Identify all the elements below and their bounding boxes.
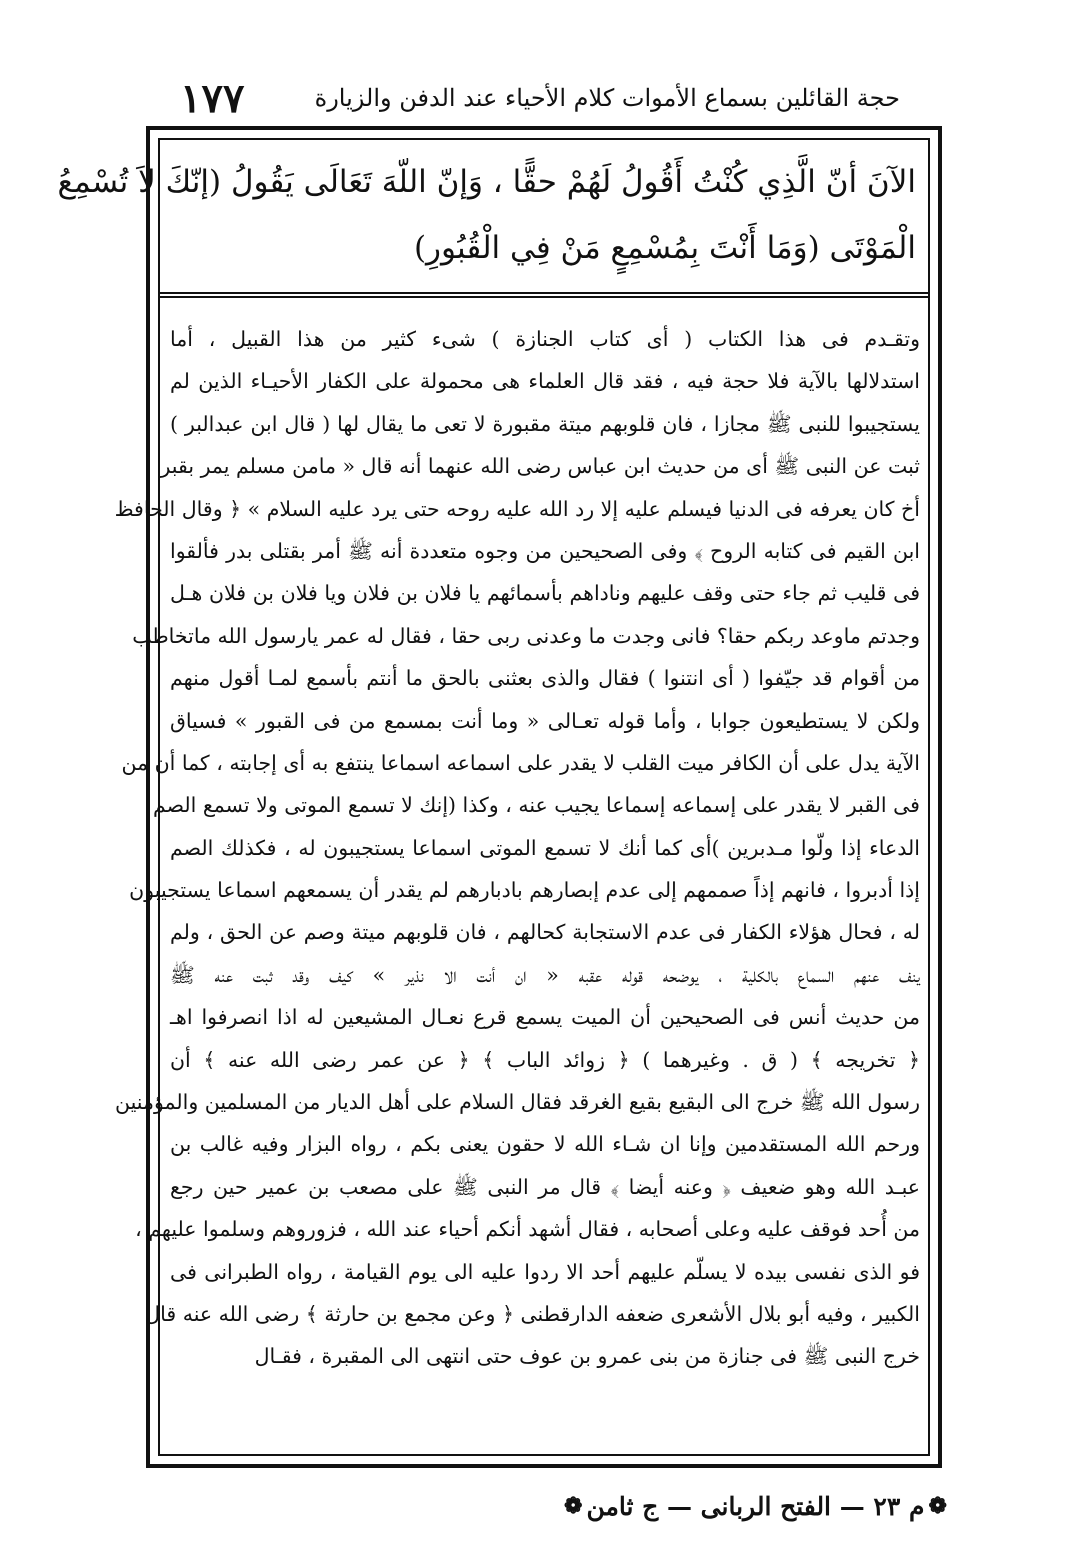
text-line: فى القبر لا يقدر على إسماعه إسماعا يجيب عنه ، وكذا (إنك لا تسمع الموتى ولا تسمع الصم bbox=[152, 793, 920, 818]
ornament-icon: ❁ bbox=[928, 1493, 947, 1519]
text-line: له ، فحال هؤلاء الكفار فى عدم الاستجابة كحالهم ، فان قلوبهم ميتة وصم عن الحق ، ولم bbox=[170, 920, 920, 945]
verse-line: الآنَ أنّ الَّذِي كُنْتُ أَقُولُ لَهُمْ حقًّا ، وَإنّ اللّهَ تَعَالَى يَقُولُ (إنّكَ لاَ تُسْمِعُ bbox=[57, 164, 916, 200]
verse-line: الْمَوْتَى (وَمَا أَنْتَ بِمُسْمِعٍ مَنْ فِي الْقُبُورِ) bbox=[413, 230, 916, 266]
text-line: من أقوام قد جيّفوا ( أى انتنوا ) فقال والذى بعثنى بالحق ما أنتم بأسمع لمـا أقول منهم bbox=[170, 666, 920, 691]
text-line: فو الذى نفسى بيده لا يسلّم عليهم أحد الا ردوا عليه الى يوم القيامة ، رواه الطبرانى فى bbox=[170, 1259, 920, 1284]
quran-verse-block bbox=[57, 145, 928, 290]
text-line: عبـد الله وهو ضعيف ﴿ وعنه أيضا ﴾ قال مر النبى ﷺ على مصعب بن عمير حين رجع bbox=[170, 1174, 920, 1199]
text-line: ثبت عن النبى ﷺ أى من حديث ابن عباس رضى الله عنهما أنه قال « مامن مسلم يمر بقبر bbox=[160, 454, 920, 479]
page-footer bbox=[560, 1484, 947, 1528]
text-line: من حديث أنس فى الصحيحين أن الميت يسمع قرع نعـال المشيعين له اذا انصرفوا اهـ bbox=[170, 1005, 920, 1030]
text-line: فى قليب ثم جاء حتى وقف عليهم وناداهم بأسمائهم يا فلان بن فلان ويا فلان بن فلان هـل bbox=[170, 581, 920, 606]
text-line: ﴿ تخريجه ﴾ ( ق . وغيرهما ) ﴿ زوائد الباب ﴾ ﴿ عن عمر رضى الله عنه ﴾ أن bbox=[170, 1047, 920, 1072]
double-divider bbox=[160, 292, 928, 298]
text-line: الآية يدل على أن الكافر ميت القلب لا يقدر على اسماعه اسماعا ينتفع به أى إجابته ، كما أن من bbox=[121, 750, 920, 775]
text-line: ابن القيم فى كتابه الروح ﴾ وفى الصحيحين من وجوه متعددة أنه ﷺ أمر بقتلى بدر فألقوا bbox=[170, 538, 920, 563]
text-line: وتقـدم فى هذا الكتاب ( أى كتاب الجنازة ) شىء كثير من هذا القبيل ، أما bbox=[170, 327, 920, 351]
text-line: أخ كان يعرفه فى الدنيا فيسلم عليه إلا رد الله عليه روحه حتى يرد عليه السلام » ﴿ وقال الحافظ bbox=[114, 496, 920, 521]
running-title: حجة القائلين بسماع الأموات كلام الأحياء عند الدفن والزيارة bbox=[314, 84, 900, 112]
page-number: ١٧٧ bbox=[180, 74, 245, 122]
text-line: وجدتم ماوعد ربكم حقا؟ فانى وجدت ما وعدنى ربى حقا ، فقال له عمر يارسول الله ماتخاطب bbox=[132, 623, 920, 648]
text-line: يستجيبوا للنبى ﷺ مجازا ، فان قلوبهم ميتة مقبورة لا تعى ما يقال لها ( قال ابن عبدالبر ) bbox=[170, 411, 920, 436]
text-line: رسول الله ﷺ خرج الى البقيع بقيع الغرقد فقال السلام على أهل الديار من المسلمين والمؤمنين bbox=[115, 1090, 920, 1115]
signature-mark: م ٢٣ — الفتح الربانى — ج ثامن bbox=[586, 1491, 925, 1521]
text-line: الكبير ، وفيه أبو بلال الأشعرى ضعفه الدارقطنى ﴿ وعن مجمع بن حارثة ﴾ رضى الله عنه قال bbox=[145, 1301, 920, 1326]
text-line: من أُحد فوقف عليه وعلى أصحابه ، فقال أشهد أنكم أحياء عند الله ، فزوروهم وسلموا عليهم ، bbox=[135, 1217, 920, 1242]
commentary-text bbox=[114, 318, 920, 1448]
text-line: ينف عنهم السماع بالكلية ، يوضحه قوله عقبه « ان أنت الا نذير » كيف وقد ثبت عنه ﷺ bbox=[170, 962, 920, 987]
text-line: استدلالها بالآية فلا حجة فيه ، فقد قال العلماء هى محمولة على الكفار الأحيـاء الذين لم bbox=[170, 369, 920, 394]
text-line: الدعاء إذا ولّوا مـدبرين )أى كما أنك لا تسمع الموتى اسماعا يستجيبون له ، فكذلك الصم bbox=[170, 835, 920, 860]
text-line: خرج النبى ﷺ فى جنازة من بنى عمرو بن عوف حتى انتهى الى المقبرة ، فقـال bbox=[254, 1344, 920, 1369]
text-line: ولكن لا يستطيعون جوابا ، وأما قوله تعـالى « وما أنت بمسمع من فى القبور » فسياق bbox=[170, 708, 920, 733]
page-header bbox=[180, 70, 900, 126]
ornament-icon: ❁ bbox=[564, 1493, 583, 1519]
text-line: إذا أدبروا ، فانهم إذاً صممهم إلى عدم إبصارهم بادبارهم لم يقدر أن يسمعهم اسماعا يستجيبون bbox=[129, 878, 920, 903]
text-line: ورحم الله المستقدمين وإنا ان شـاء الله لا حقون يعنى بكم ، رواه البزار وفيه غالب بن bbox=[170, 1132, 920, 1157]
